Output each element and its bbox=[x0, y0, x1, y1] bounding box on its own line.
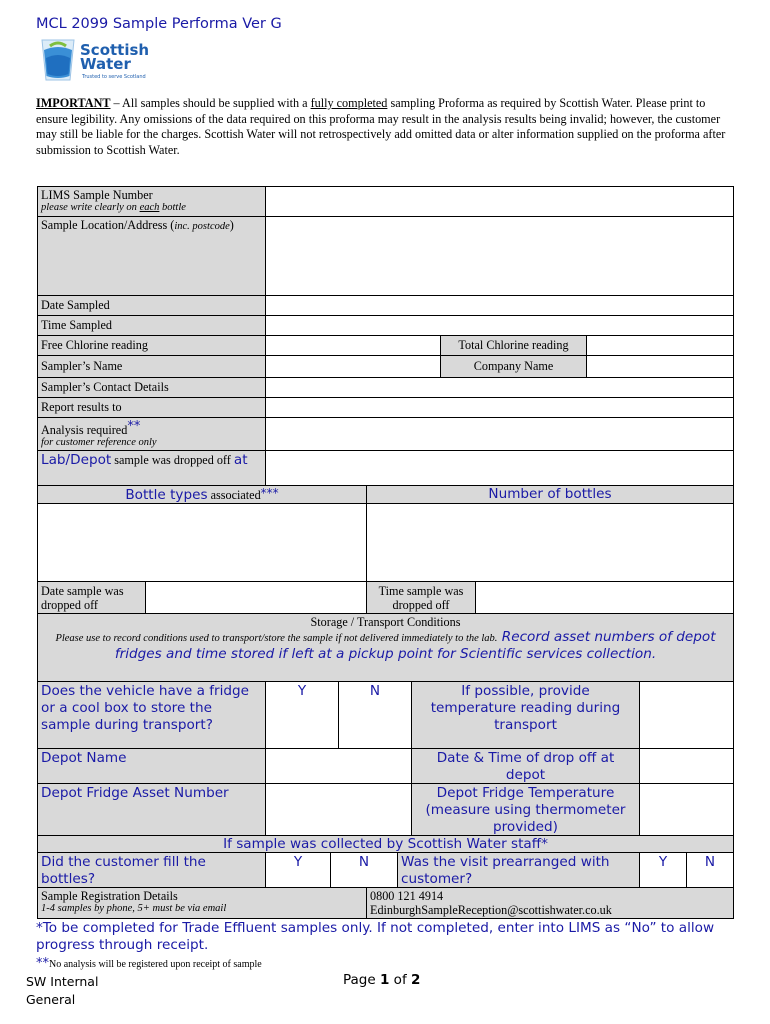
lab-depot-input[interactable] bbox=[265, 450, 734, 486]
storage-title: Storage / Transport Conditions bbox=[310, 615, 461, 629]
page-number: Page 1 of 2 bbox=[343, 972, 421, 988]
location-label-cell: Sample Location/Address (inc. postcode) bbox=[37, 216, 266, 296]
number-of-bottles-header: Number of bottles bbox=[366, 485, 734, 504]
time-sampled-input[interactable] bbox=[265, 315, 734, 336]
analysis-input[interactable] bbox=[265, 417, 734, 451]
analysis-label: Analysis required bbox=[41, 423, 128, 437]
lims-label-cell bbox=[37, 186, 266, 217]
prearranged-question: Was the visit prearranged with customer? bbox=[397, 852, 640, 888]
time-sampled-label: Time Sampled bbox=[37, 315, 266, 336]
document-title: MCL 2099 Sample Performa Ver G bbox=[36, 16, 282, 32]
location-input[interactable] bbox=[265, 216, 734, 296]
analysis-footnote-mark: ** bbox=[36, 956, 49, 971]
analysis-footnote bbox=[36, 956, 262, 971]
location-sub: inc. postcode bbox=[174, 221, 230, 232]
location-label: Sample Location/Address ( bbox=[41, 218, 175, 232]
company-name-input[interactable] bbox=[586, 355, 734, 378]
lab-depot-label-cell: Lab/Depot sample was dropped off at bbox=[37, 450, 266, 486]
storage-conditions-cell bbox=[37, 613, 734, 682]
trade-effluent-note: *To be completed for Trade Effluent samples only. If not completed, enter into LIMS as “No” to allow progress through receipt. bbox=[36, 920, 715, 953]
customer-fill-question: Did the customer fill the bottles? bbox=[37, 852, 266, 888]
total-chlorine-label: Total Chlorine reading bbox=[440, 335, 587, 356]
bottle-types-header: Bottle types associated*** bbox=[37, 485, 367, 504]
fridge-temp-input[interactable] bbox=[639, 783, 734, 836]
registration-email[interactable]: EdinburghSampleReception@scottishwater.co.uk bbox=[370, 903, 612, 917]
date-sampled-input[interactable] bbox=[265, 295, 734, 316]
lims-label: LIMS Sample Number bbox=[41, 188, 153, 202]
fridge-asset-label: Depot Fridge Asset Number bbox=[37, 783, 266, 836]
registration-sub: 1-4 samples by phone, 5+ must be via email bbox=[41, 903, 227, 914]
time-dropped-label: Time sample was dropped off bbox=[366, 581, 476, 614]
date-dropped-input[interactable] bbox=[145, 581, 367, 614]
analysis-sub: for customer reference only bbox=[41, 437, 157, 448]
date-sampled-label: Date Sampled bbox=[37, 295, 266, 316]
prearranged-no[interactable]: N bbox=[686, 852, 734, 888]
registration-label: Sample Registration Details bbox=[41, 889, 178, 903]
staff-section-heading: If sample was collected by Scottish Water staff* bbox=[37, 835, 734, 853]
drop-off-datetime-input[interactable] bbox=[639, 748, 734, 784]
date-dropped-label: Date sample was dropped off bbox=[37, 581, 146, 614]
vehicle-question: Does the vehicle have a fridge or a cool box to store the sample during transport? bbox=[37, 681, 266, 749]
report-results-input[interactable] bbox=[265, 397, 734, 418]
lab-depot-blue: Lab/Depot bbox=[41, 452, 112, 468]
temperature-reading-input[interactable] bbox=[639, 681, 734, 749]
sampler-contact-label: Sampler’s Contact Details bbox=[37, 377, 266, 398]
registration-label-cell bbox=[37, 887, 367, 919]
customer-fill-no[interactable]: N bbox=[330, 852, 398, 888]
fridge-asset-input[interactable] bbox=[265, 783, 412, 836]
depot-name-input[interactable] bbox=[265, 748, 412, 784]
total-chlorine-input[interactable] bbox=[586, 335, 734, 356]
number-of-bottles-input[interactable] bbox=[366, 503, 734, 582]
analysis-label-cell bbox=[37, 417, 266, 451]
logo-word-water: Water bbox=[80, 55, 131, 73]
storage-italic: Please use to record conditions used to transport/store the sample if not delivered immediately to the lab. bbox=[55, 633, 498, 644]
logo-tagline: Trusted to serve Scotland bbox=[82, 74, 146, 80]
lims-input[interactable] bbox=[265, 186, 734, 217]
lims-sub: please write clearly on each bottle bbox=[41, 202, 186, 213]
classification-label: SW Internal General bbox=[26, 974, 99, 1007]
depot-name-label: Depot Name bbox=[37, 748, 266, 784]
time-dropped-input[interactable] bbox=[475, 581, 734, 614]
free-chlorine-label: Free Chlorine reading bbox=[37, 335, 266, 356]
analysis-footnote-text: No analysis will be registered upon receipt of sample bbox=[49, 959, 262, 970]
analysis-footnote-mark: ** bbox=[127, 419, 141, 434]
important-text-1: – All samples should be supplied with a bbox=[110, 96, 311, 110]
logo-word-scottish: Scottish bbox=[80, 41, 150, 59]
free-chlorine-input[interactable] bbox=[265, 335, 441, 356]
temperature-reading-label: If possible, provide temperature reading during transport bbox=[411, 681, 640, 749]
customer-fill-yes[interactable]: Y bbox=[265, 852, 331, 888]
important-text-2: sampling Proforma as required by Scottish Water. Please print to ensure legibility. Any omissions of the data required on this proforma may result in the analysis results being invalid; however, the customer may still be liable for the charges. Scottish Water will not retrospectively add omitted data or alter information supplied on the proforma after submission to Scottish Water. bbox=[36, 96, 726, 157]
bottle-types-input[interactable] bbox=[37, 503, 367, 582]
sampler-contact-input[interactable] bbox=[265, 377, 734, 398]
sampler-name-label: Sampler’s Name bbox=[37, 355, 266, 378]
fridge-temp-label: Depot Fridge Temperature (measure using thermometer provided) bbox=[411, 783, 640, 836]
important-underlined: fully completed bbox=[310, 96, 388, 110]
prearranged-yes[interactable]: Y bbox=[639, 852, 687, 888]
registration-contact-cell bbox=[366, 887, 734, 919]
registration-phone[interactable]: 0800 121 4914 bbox=[370, 889, 444, 903]
vehicle-no-option[interactable]: N bbox=[338, 681, 412, 749]
sampler-name-input[interactable] bbox=[265, 355, 441, 378]
drop-off-datetime-label: Date & Time of drop off at depot bbox=[411, 748, 640, 784]
report-results-label: Report results to bbox=[37, 397, 266, 418]
company-name-label: Company Name bbox=[440, 355, 587, 378]
storage-blue: Record asset numbers of depot fridges and time stored if left at a pickup point for Scientific services collection. bbox=[114, 629, 716, 662]
important-lead: IMPORTANT bbox=[36, 96, 111, 110]
vehicle-yes-option[interactable]: Y bbox=[265, 681, 339, 749]
